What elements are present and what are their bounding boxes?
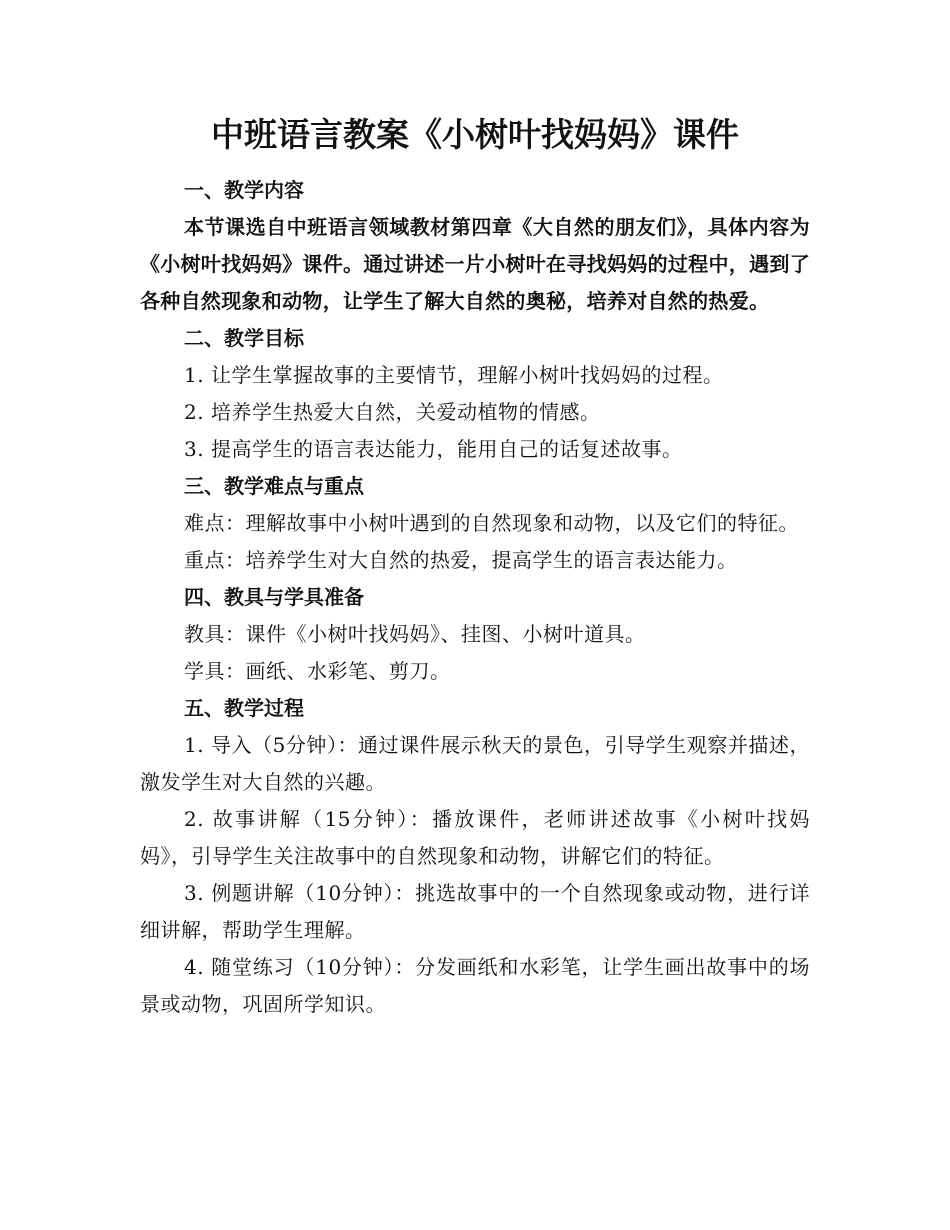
section-heading-process: 五、教学过程 [184, 696, 304, 720]
content-paragraph: 本节课选自中班语言领域教材第四章《大自然的朋友们》，具体内容为《小树叶找妈妈》课件。通过讲述一片小树叶在寻找妈妈的过程中，遇到了各种自然现象和动物，让学生了解大自然的奥秘，培养对自然的热爱。 [140, 215, 810, 313]
goal-item-1: 1. 让学生掌握故事的主要情节，理解小树叶找妈妈的过程。 [184, 363, 724, 387]
difficulty-paragraph: 难点：理解故事中小树叶遇到的自然现象和动物，以及它们的特征。 [184, 511, 799, 535]
process-step-3: 3. 例题讲解（10分钟）：挑选故事中的一个自然现象或动物，进行详细讲解，帮助学生理解。 [140, 881, 810, 942]
section-heading-materials: 四、教具与学具准备 [184, 585, 364, 609]
process-step-4: 4. 随堂练习（10分钟）：分发画纸和水彩笔，让学生画出故事中的场景或动物，巩固所学知识。 [140, 955, 810, 1016]
goal-item-2: 2. 培养学生热爱大自然，关爱动植物的情感。 [184, 400, 601, 424]
process-step-2: 2. 故事讲解（15分钟）：播放课件，老师讲述故事《小树叶找妈妈》，引导学生关注故事中的自然现象和动物，讲解它们的特征。 [140, 807, 810, 868]
focus-paragraph: 重点：培养学生对大自然的热爱，提高学生的语言表达能力。 [184, 548, 738, 572]
section-heading-content: 一、教学内容 [184, 178, 304, 202]
teaching-tools-paragraph: 教具：课件《小树叶找妈妈》、挂图、小树叶道具。 [184, 622, 646, 646]
student-tools-paragraph: 学具：画纸、水彩笔、剪刀。 [184, 659, 451, 683]
process-step-1: 1. 导入（5分钟）：通过课件展示秋天的景色，引导学生观察并描述，激发学生对大自然的兴趣。 [140, 733, 810, 794]
section-heading-goals: 二、教学目标 [184, 326, 304, 350]
document-title: 中班语言教案《小树叶找妈妈》课件 [211, 115, 739, 154]
document-page [140, 110, 810, 1023]
section-heading-difficulties: 三、教学难点与重点 [184, 474, 364, 498]
goal-item-3: 3. 提高学生的语言表达能力，能用自己的话复述故事。 [184, 437, 683, 461]
